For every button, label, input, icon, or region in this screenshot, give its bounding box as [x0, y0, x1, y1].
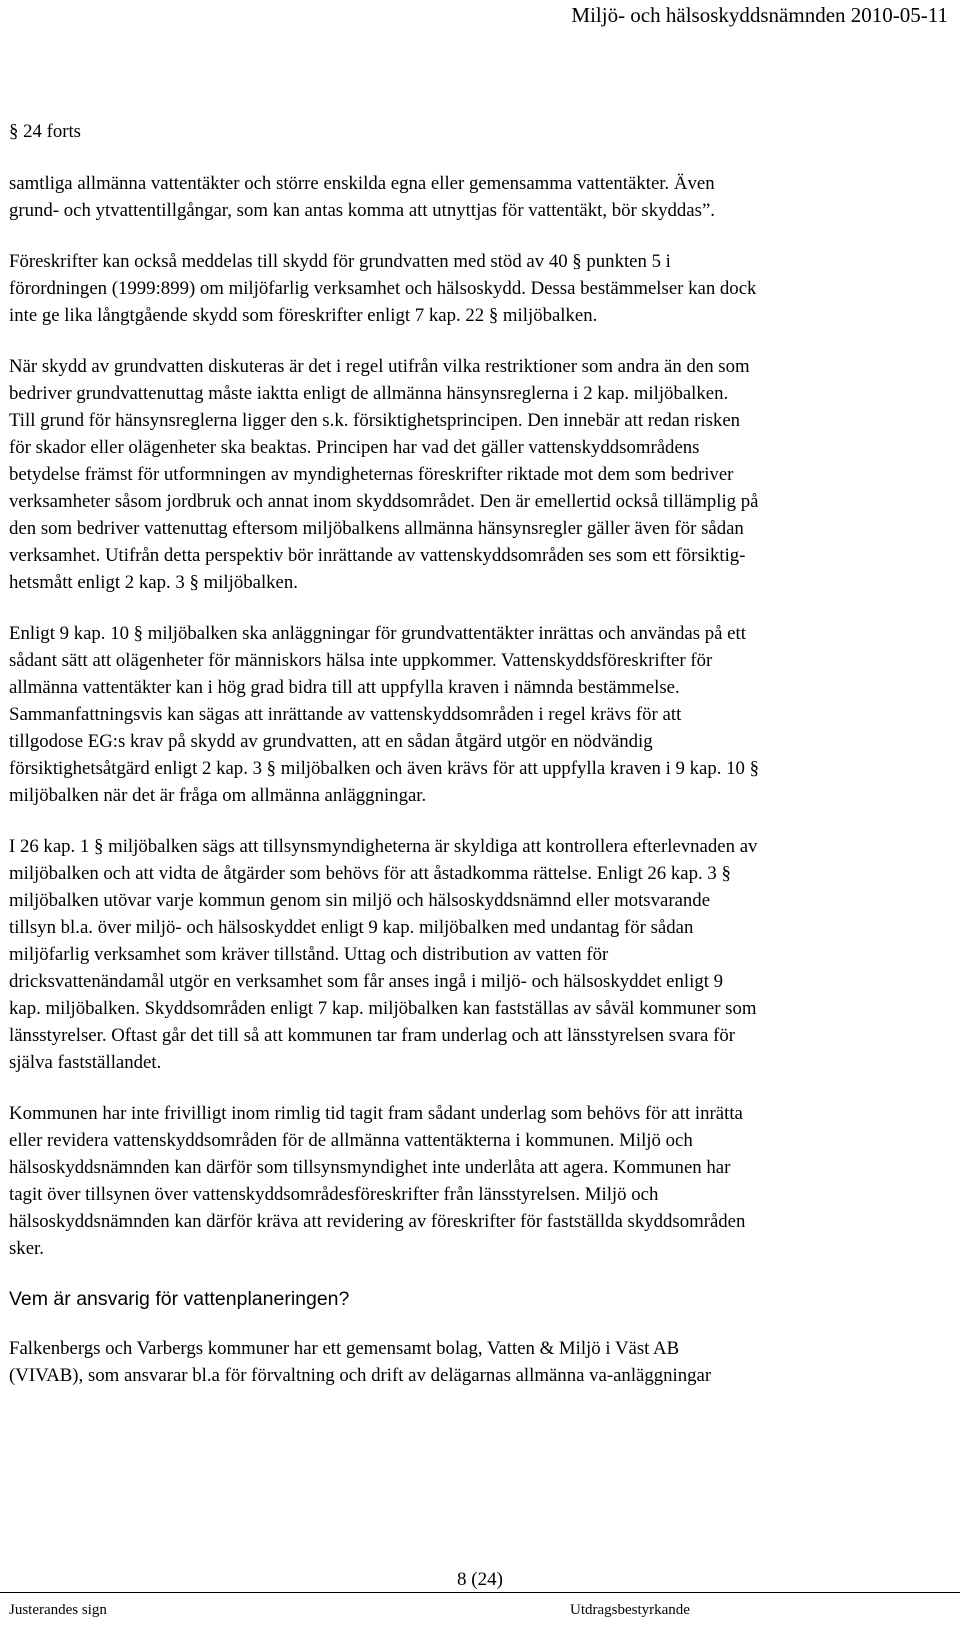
text-line: dricksvattenändamål utgör en verksamhet som får anses ingå i miljö- och hälsoskyddet enligt 9 — [9, 971, 724, 992]
text-line: miljöfarlig verksamhet som kräver tillstånd. Uttag och distribution av vatten för — [9, 944, 609, 965]
text-line: försiktighetsåtgärd enligt 2 kap. 3 § miljöbalken och även krävs för att uppfylla kraven i 9 kap. 10 § — [9, 758, 760, 779]
text-line: När skydd av grundvatten diskuteras är det i regel utifrån vilka restriktioner som andra än den som — [9, 356, 750, 377]
paragraph-5 — [9, 833, 949, 1076]
paragraph-4 — [9, 620, 949, 809]
text-line: samtliga allmänna vattentäkter och större enskilda egna eller gemensamma vattentäkter. Även — [9, 173, 715, 194]
text-line: kap. miljöbalken. Skyddsområden enligt 7 kap. miljöbalken kan fastställas av såväl kommuner som — [9, 998, 757, 1019]
text-line: miljöbalken och att vidta de åtgärder som behövs för att åstadkomma rättelse. Enligt 26 kap. 3 § — [9, 863, 731, 884]
text-line: allmänna vattentäkter kan i hög grad bidra till att uppfylla kraven i nämnda bestämmelse. — [9, 677, 680, 698]
text-line: grund- och ytvattentillgångar, som kan antas komma att utnyttjas för vattentäkt, bör skyddas”. — [9, 200, 715, 221]
page-header: Miljö- och hälsoskyddsnämnden 2010-05-11 — [571, 3, 948, 27]
text-line: (VIVAB), som ansvarar bl.a för förvaltning och drift av delägarnas allmänna va-anläggningar — [9, 1365, 712, 1386]
text-line: tagit över tillsynen över vattenskyddsområdesföreskrifter från länsstyrelsen. Miljö och — [9, 1184, 659, 1205]
paragraph-7 — [9, 1335, 949, 1389]
text-line: verksamhet. Utifrån detta perspektiv bör inrättande av vattenskyddsområden ses som ett försiktig- — [9, 545, 746, 566]
paragraph-6 — [9, 1100, 949, 1262]
text-line: bedriver grundvattenuttag måste iaktta enligt de allmänna hänsynsreglerna i 2 kap. miljöbalken. — [9, 383, 729, 404]
text-line: Enligt 9 kap. 10 § miljöbalken ska anläggningar för grundvattentäkter inrättas och användas på ett — [9, 623, 746, 644]
section-heading: Vem är ansvarig för vattenplaneringen? — [9, 1288, 350, 1310]
text-line: tillgodose EG:s krav på skydd av grundvatten, att en sådan åtgärd utgör en nödvändig — [9, 731, 653, 752]
text-line: tillsyn bl.a. över miljö- och hälsoskyddet enligt 9 kap. miljöbalken med undantag för sådan — [9, 917, 694, 938]
text-line: den som bedriver vattenuttag eftersom miljöbalkens allmänna hänsynsregler gäller även för sådan — [9, 518, 744, 539]
footer-signature-label: Justerandes sign — [9, 1602, 107, 1618]
section-reference: § 24 forts — [9, 121, 81, 142]
paragraph-1 — [9, 170, 949, 224]
text-line: I 26 kap. 1 § miljöbalken sägs att tillsynsmyndigheterna är skyldiga att kontrollera efterlevnaden av — [9, 836, 758, 857]
text-line: Falkenbergs och Varbergs kommuner har ett gemensamt bolag, Vatten & Miljö i Väst AB — [9, 1338, 680, 1359]
text-line: sådant sätt att olägenheter för människors hälsa inte uppkommer. Vattenskyddsföreskrifter för — [9, 650, 713, 671]
text-line: miljöbalken utövar varje kommun genom sin miljö och hälsoskyddsnämnd eller motsvarande — [9, 890, 711, 911]
text-line: Kommunen har inte frivilligt inom rimlig tid tagit fram sådant underlag som behövs för att inrätta — [9, 1103, 743, 1124]
text-line: för skador eller olägenheter ska beaktas. Principen har vad det gäller vattenskyddsområdens — [9, 437, 700, 458]
text-line: hälsoskyddsnämnden kan därför kräva att revidering av föreskrifter för fastställda skyddsområden — [9, 1211, 746, 1232]
text-line: förordningen (1999:899) om miljöfarlig verksamhet och hälsoskydd. Dessa bestämmelser kan dock — [9, 278, 757, 299]
text-line: hetsmått enligt 2 kap. 3 § miljöbalken. — [9, 572, 298, 593]
page-number: 8 (24) — [457, 1569, 503, 1590]
text-line: miljöbalken när det är fråga om allmänna anläggningar. — [9, 785, 427, 806]
text-line: inte ge lika långtgående skydd som föreskrifter enligt 7 kap. 22 § miljöbalken. — [9, 305, 598, 326]
text-line: verksamheter såsom jordbruk och annat inom skyddsområdet. Den är emellertid också tillämplig på — [9, 491, 759, 512]
text-line: Sammanfattningsvis kan sägas att inrättande av vattenskyddsområden i regel krävs för att — [9, 704, 682, 725]
text-line: hälsoskyddsnämnden kan därför som tillsynsmyndighet inte underlåta att agera. Kommunen har — [9, 1157, 731, 1178]
text-line: själva fastställandet. — [9, 1052, 162, 1073]
document-body — [9, 118, 949, 1389]
paragraph-3 — [9, 353, 949, 596]
text-line: eller revidera vattenskyddsområden för de allmänna vattentäkterna i kommunen. Miljö och — [9, 1130, 693, 1151]
text-line: Till grund för hänsynsreglerna ligger den s.k. försiktighetsprincipen. Den innebär att redan risken — [9, 410, 741, 431]
text-line: länsstyrelser. Oftast går det till så att kommunen tar fram underlag och att länsstyrelsen svara för — [9, 1025, 735, 1046]
text-line: betydelse främst för utformningen av myndigheternas föreskrifter riktade mot dem som bedriver — [9, 464, 734, 485]
text-line: Föreskrifter kan också meddelas till skydd för grundvatten med stöd av 40 § punkten 5 i — [9, 251, 671, 272]
text-line: sker. — [9, 1238, 44, 1259]
paragraph-2 — [9, 248, 949, 329]
footer-certification-label: Utdragsbestyrkande — [570, 1602, 690, 1618]
footer-divider — [0, 1592, 960, 1593]
